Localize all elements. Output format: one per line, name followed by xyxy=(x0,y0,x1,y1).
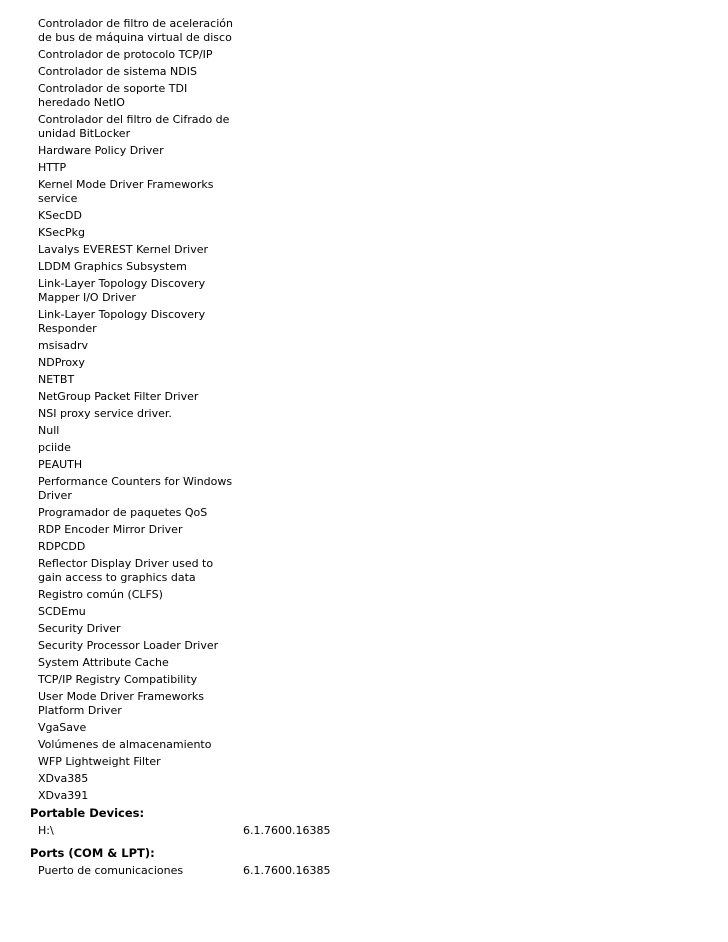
device-name: H:\ xyxy=(38,824,54,837)
driver-item: msisadrv xyxy=(38,339,88,352)
driver-item: Controlador de protocolo TCP/IP xyxy=(38,48,213,61)
driver-item: Controlador de sistema NDIS xyxy=(38,65,197,78)
driver-item: Link-Layer Topology Discovery Responder xyxy=(38,308,206,335)
driver-item: User Mode Driver Frameworks Platform Driver xyxy=(38,690,205,717)
driver-item: Reflector Display Driver used to gain access to graphics data xyxy=(38,557,214,584)
driver-item: XDva385 xyxy=(38,772,89,785)
driver-item: KSecPkg xyxy=(38,226,85,239)
driver-item: TCP/IP Registry Compatibility xyxy=(38,673,198,686)
driver-item: Null xyxy=(38,424,60,437)
driver-item: Controlador de soporte TDI heredado NetIO xyxy=(38,82,188,109)
driver-item: SCDEmu xyxy=(38,605,86,618)
driver-item: Controlador del filtro de Cifrado de unidad BitLocker xyxy=(38,113,230,140)
driver-item: Security Driver xyxy=(38,622,121,635)
device-version: 6.1.7600.16385 xyxy=(243,824,331,837)
driver-item: Security Processor Loader Driver xyxy=(38,639,219,652)
driver-item: LDDM Graphics Subsystem xyxy=(38,260,187,273)
port-entry xyxy=(30,864,450,878)
driver-item: System Attribute Cache xyxy=(38,656,169,669)
driver-item: RDP Encoder Mirror Driver xyxy=(38,523,183,536)
port-name: Puerto de comunicaciones xyxy=(38,864,184,877)
driver-item: pciide xyxy=(38,441,71,454)
driver-item: Lavalys EVEREST Kernel Driver xyxy=(38,243,209,256)
driver-item: NetGroup Packet Filter Driver xyxy=(38,390,199,403)
driver-item: WFP Lightweight Filter xyxy=(38,755,161,768)
device-entry xyxy=(30,824,450,838)
driver-item: PEAUTH xyxy=(38,458,83,471)
driver-item: KSecDD xyxy=(38,209,82,222)
driver-item: Kernel Mode Driver Frameworks service xyxy=(38,178,214,205)
section-title: Portable Devices: xyxy=(30,806,145,820)
driver-item: Programador de paquetes QoS xyxy=(38,506,208,519)
device-report xyxy=(30,17,450,886)
driver-item: NSI proxy service driver. xyxy=(38,407,172,420)
driver-item: RDPCDD xyxy=(38,540,86,553)
section-title: Ports (COM & LPT): xyxy=(30,846,155,860)
driver-item: NETBT xyxy=(38,373,75,386)
driver-item: Hardware Policy Driver xyxy=(38,144,164,157)
driver-item: HTTP xyxy=(38,161,67,174)
driver-item: Performance Counters for Windows Driver xyxy=(38,475,233,502)
driver-item: Volúmenes de almacenamiento xyxy=(38,738,212,751)
driver-item: Link-Layer Topology Discovery Mapper I/O Driver xyxy=(38,277,206,304)
driver-item: Registro común (CLFS) xyxy=(38,588,163,601)
section-portable-devices xyxy=(30,806,450,838)
driver-item: XDva391 xyxy=(38,789,89,802)
section-ports xyxy=(30,846,450,878)
driver-item: NDProxy xyxy=(38,356,85,369)
driver-item: Controlador de filtro de aceleración de bus de máquina virtual de disco xyxy=(38,17,233,44)
port-version: 6.1.7600.16385 xyxy=(243,864,331,877)
driver-list xyxy=(30,17,450,803)
driver-item: VgaSave xyxy=(38,721,87,734)
